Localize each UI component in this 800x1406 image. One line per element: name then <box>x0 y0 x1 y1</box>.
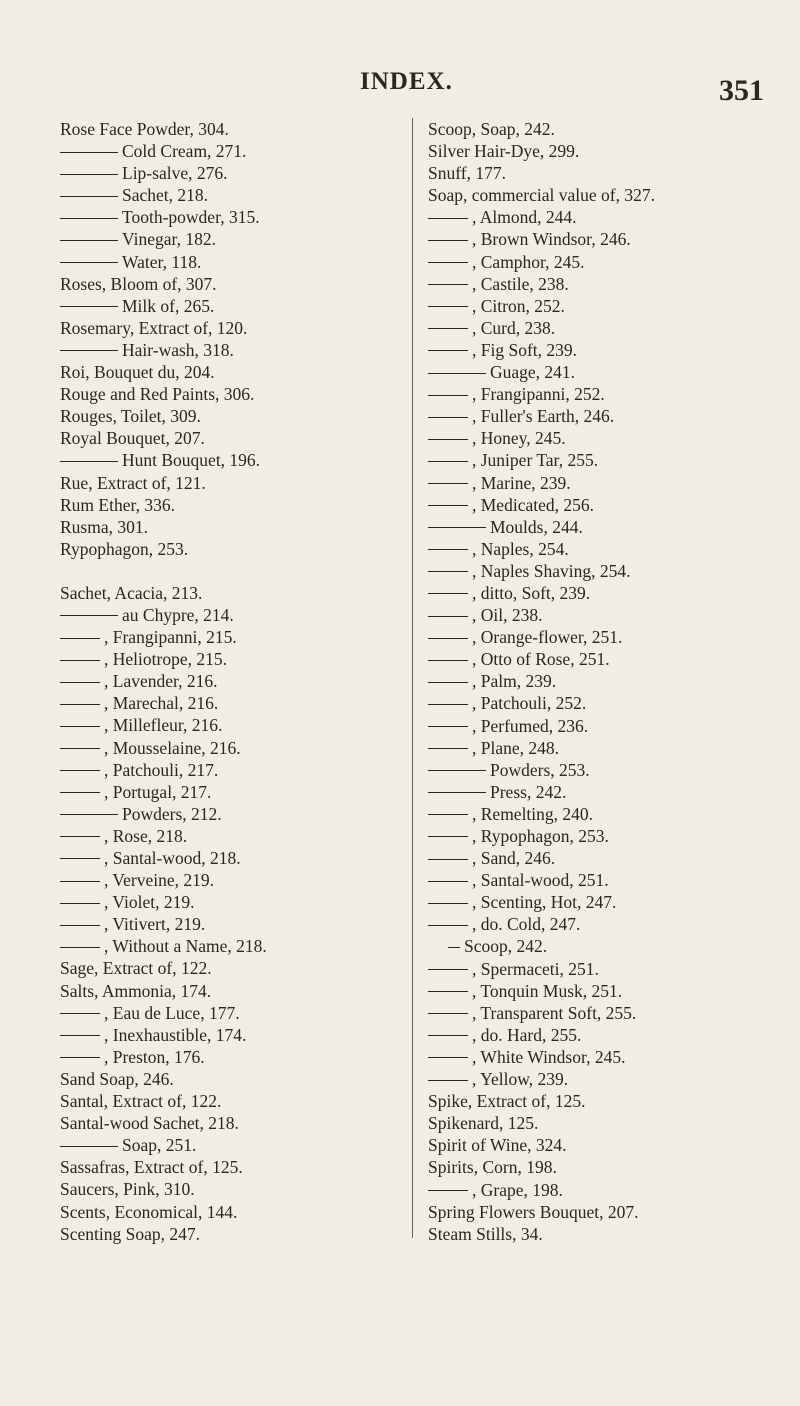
ditto-dash <box>60 262 118 263</box>
index-entry <box>428 118 778 140</box>
index-entry <box>428 184 778 206</box>
index-entry-text: , Rypophagon, 253. <box>472 826 609 846</box>
index-entry-text: Vinegar, 182. <box>122 229 216 250</box>
index-entry <box>428 1002 778 1024</box>
index-entry <box>60 825 400 847</box>
index-entry-text: , Remelting, 240. <box>472 803 594 824</box>
index-entry <box>428 759 778 781</box>
index-entry-text: Rouges, Toilet, 309. <box>60 406 201 427</box>
ditto-dash <box>428 328 468 329</box>
ditto-dash <box>60 1013 100 1014</box>
ditto-dash <box>60 947 100 948</box>
index-entry-text: Sand Soap, 246. <box>60 1068 174 1089</box>
index-entry <box>60 427 400 449</box>
index-entry <box>60 692 400 714</box>
ditto-dash <box>428 814 468 815</box>
index-entry <box>60 1068 400 1090</box>
index-entry <box>428 1156 778 1178</box>
index-entry-text: Milk of, 265. <box>122 295 215 316</box>
section-gap <box>60 560 400 582</box>
column-divider <box>412 118 413 1238</box>
index-entry <box>428 1046 778 1068</box>
index-entry-text: Press, 242. <box>490 781 567 802</box>
page-number: 351 <box>719 74 764 107</box>
index-entry-text: , Transparent Soft, 255. <box>472 1002 637 1023</box>
index-entry <box>428 251 778 273</box>
ditto-dash <box>428 549 468 550</box>
index-entry-text: Rypophagon, 253. <box>60 538 189 559</box>
index-entry <box>428 692 778 714</box>
index-entry-text: Rouge and Red Paints, 306. <box>60 384 255 405</box>
index-entry-text: , Eau de Luce, 177. <box>104 1002 240 1023</box>
index-entry-text: , Curd, 238. <box>472 317 556 338</box>
ditto-dash <box>428 350 468 351</box>
ditto-dash <box>428 969 468 970</box>
ditto-dash <box>428 417 468 418</box>
index-entry <box>60 935 400 957</box>
index-entry-text: , Marechal, 216. <box>104 693 219 714</box>
index-entry <box>428 516 778 538</box>
index-entry <box>60 913 400 935</box>
index-entry <box>60 162 400 184</box>
ditto-dash <box>428 1080 468 1081</box>
index-entry <box>428 405 778 427</box>
index-entry-text: , Marine, 239. <box>472 472 571 493</box>
index-entry <box>60 118 400 140</box>
ditto-dash <box>428 1013 468 1014</box>
index-entry-text: , Honey, 245. <box>472 428 566 449</box>
ditto-dash <box>60 615 118 616</box>
index-entry-text: Cold Cream, 271. <box>122 141 247 162</box>
index-entry <box>428 317 778 339</box>
index-entry-text: , Without a Name, 218. <box>104 936 267 957</box>
index-entry <box>428 494 778 516</box>
index-entry <box>60 383 400 405</box>
index-entry-text: , Vitivert, 219. <box>104 914 206 935</box>
index-entry <box>60 295 400 317</box>
index-column-left <box>60 118 400 1245</box>
index-entry <box>60 1024 400 1046</box>
index-entry <box>428 626 778 648</box>
index-entry-text: Salts, Ammonia, 174. <box>60 980 212 1001</box>
ditto-dash <box>428 306 468 307</box>
index-entry-text: , Scenting, Hot, 247. <box>472 892 617 913</box>
index-entry <box>60 1156 400 1178</box>
index-entry-text: , Mousselaine, 216. <box>104 737 241 758</box>
index-entry <box>428 935 778 957</box>
index-entry <box>428 869 778 891</box>
index-entry-text: Scents, Economical, 144. <box>60 1201 238 1222</box>
index-entry-text: , Violet, 219. <box>104 892 195 913</box>
index-entry-text: Powders, 253. <box>490 759 590 780</box>
ditto-dash <box>60 881 100 882</box>
index-entry <box>428 427 778 449</box>
index-entry-text: Rusma, 301. <box>60 516 148 537</box>
index-entry-text: , Lavender, 216. <box>104 671 218 692</box>
index-entry-text: Silver Hair-Dye, 299. <box>428 141 580 162</box>
index-entry <box>60 582 400 604</box>
ditto-dash <box>428 505 468 506</box>
index-entry-text: Rose Face Powder, 304. <box>60 119 229 139</box>
ditto-dash <box>428 395 468 396</box>
index-entry-text: , Spermaceti, 251. <box>472 958 599 979</box>
index-entry-text: Spring Flowers Bouquet, 207. <box>428 1201 639 1222</box>
index-entry-text: Sachet, 218. <box>122 185 209 206</box>
index-entry-text: , Santal-wood, 251. <box>472 870 609 891</box>
index-entry-text: , Medicated, 256. <box>472 494 594 515</box>
ditto-dash <box>428 770 486 771</box>
ditto-dash <box>60 726 100 727</box>
index-entry <box>428 891 778 913</box>
index-entry <box>428 228 778 250</box>
index-entry-text: , Brown Windsor, 246. <box>472 229 631 250</box>
ditto-dash <box>428 571 468 572</box>
index-entry <box>60 781 400 803</box>
index-entry <box>428 582 778 604</box>
index-entry <box>428 1112 778 1134</box>
index-entry <box>60 538 400 560</box>
index-entry-text: , do. Hard, 255. <box>472 1024 582 1045</box>
index-entry <box>60 184 400 206</box>
index-entry-text: , Frangipanni, 215. <box>104 627 237 648</box>
ditto-dash <box>60 1146 118 1147</box>
index-entry <box>60 714 400 736</box>
index-entry-text: , Rose, 218. <box>104 825 188 846</box>
ditto-dash <box>428 660 468 661</box>
index-entry <box>60 626 400 648</box>
index-entry-text: Roses, Bloom of, 307. <box>60 273 217 294</box>
index-entry <box>60 957 400 979</box>
ditto-dash <box>60 925 100 926</box>
index-entry-text: Rosemary, Extract of, 120. <box>60 317 248 338</box>
index-entry-text: , Camphor, 245. <box>472 251 585 272</box>
index-entry-text: , Frangipanni, 252. <box>472 384 605 405</box>
index-entry-text: Scoop, 242. <box>464 936 548 957</box>
index-entry-text: , Castile, 238. <box>472 273 569 294</box>
index-entry-text: , Preston, 176. <box>104 1046 205 1067</box>
index-entry-text: , White Windsor, 245. <box>472 1046 626 1067</box>
index-entry <box>428 1090 778 1112</box>
index-entry-text: , ditto, Soft, 239. <box>472 582 591 603</box>
ditto-dash <box>60 858 100 859</box>
ditto-dash <box>60 306 118 307</box>
index-entry-text: , Fig Soft, 239. <box>472 339 578 360</box>
index-entry <box>60 1046 400 1068</box>
index-entry <box>428 648 778 670</box>
ditto-dash <box>428 836 468 837</box>
index-entry-text: , Juniper Tar, 255. <box>472 450 599 471</box>
index-entry <box>60 847 400 869</box>
index-entry <box>60 1178 400 1200</box>
index-entry-text: Spirits, Corn, 198. <box>428 1157 557 1178</box>
index-entry-text: Steam Stills, 34. <box>428 1223 543 1244</box>
ditto-dash <box>428 704 468 705</box>
index-entry-text: Hunt Bouquet, 196. <box>122 450 261 471</box>
index-entry-text: Roi, Bouquet du, 204. <box>60 362 215 383</box>
index-entry-text: Hair-wash, 318. <box>122 339 234 360</box>
index-entry-text: au Chypre, 214. <box>122 604 234 625</box>
index-entry-text: Rue, Extract of, 121. <box>60 472 206 493</box>
index-entry-text: Soap, commercial value of, 327. <box>428 185 655 206</box>
ditto-dash <box>428 881 468 882</box>
index-entry-text: Sage, Extract of, 122. <box>60 958 212 979</box>
ditto-dash <box>428 461 468 462</box>
index-entry <box>60 405 400 427</box>
ditto-dash <box>60 770 100 771</box>
ditto-dash <box>60 196 118 197</box>
index-entry-text: Santal, Extract of, 122. <box>60 1091 222 1112</box>
ditto-dash <box>448 947 460 948</box>
index-entry-text: Snuff, 177. <box>428 163 506 184</box>
index-entry <box>428 913 778 935</box>
index-entry-text: Water, 118. <box>122 251 202 272</box>
index-entry <box>60 670 400 692</box>
index-entry-text: Sassafras, Extract of, 125. <box>60 1157 243 1178</box>
index-entry <box>60 648 400 670</box>
index-entry <box>428 140 778 162</box>
index-entry <box>428 560 778 582</box>
index-entry-text: Scoop, Soap, 242. <box>428 119 555 139</box>
index-entry-text: , Orange-flower, 251. <box>472 627 623 648</box>
index-entry <box>60 251 400 273</box>
ditto-dash <box>428 284 468 285</box>
ditto-dash <box>60 704 100 705</box>
index-entry <box>428 958 778 980</box>
index-entry-text: Lip-salve, 276. <box>122 163 228 184</box>
index-entry <box>60 317 400 339</box>
index-entry-text: Tooth-powder, 315. <box>122 207 260 228</box>
index-entry-text: , Patchouli, 217. <box>104 759 219 780</box>
index-entry-text: Moulds, 244. <box>490 516 583 537</box>
index-entry <box>428 273 778 295</box>
index-entry <box>428 1134 778 1156</box>
index-entry <box>428 715 778 737</box>
index-entry-text: , Palm, 239. <box>472 671 557 692</box>
ditto-dash <box>60 350 118 351</box>
ditto-dash <box>60 152 118 153</box>
index-entry-text: , Oil, 238. <box>472 605 543 626</box>
index-entry <box>428 825 778 847</box>
index-entry <box>60 449 400 471</box>
index-entry-text: , Tonquin Musk, 251. <box>472 980 623 1001</box>
ditto-dash <box>60 682 100 683</box>
index-entry <box>60 494 400 516</box>
index-entry <box>428 980 778 1002</box>
ditto-dash <box>428 1190 468 1191</box>
index-entry <box>428 383 778 405</box>
index-entry-text: , Otto of Rose, 251. <box>472 649 610 670</box>
index-entry <box>60 1002 400 1024</box>
index-entry-text: Powders, 212. <box>122 803 222 824</box>
index-entry <box>428 1024 778 1046</box>
ditto-dash <box>60 461 118 462</box>
index-entry <box>60 1134 400 1156</box>
ditto-dash <box>428 240 468 241</box>
index-entry-text: Spike, Extract of, 125. <box>428 1091 586 1112</box>
index-entry <box>428 449 778 471</box>
index-entry-text: , Verveine, 219. <box>104 870 214 891</box>
index-entry <box>60 339 400 361</box>
ditto-dash <box>60 748 100 749</box>
index-entry-text: Spikenard, 125. <box>428 1113 539 1134</box>
ditto-dash <box>60 660 100 661</box>
index-entry <box>60 206 400 228</box>
ditto-dash <box>428 903 468 904</box>
index-entry-text: Royal Bouquet, 207. <box>60 428 205 449</box>
index-entry-text: , Almond, 244. <box>472 207 577 228</box>
index-entry-text: Soap, 251. <box>122 1135 197 1156</box>
ditto-dash <box>428 991 468 992</box>
index-entry <box>428 1223 778 1245</box>
ditto-dash <box>428 748 468 749</box>
index-entry <box>428 803 778 825</box>
index-entry <box>428 604 778 626</box>
index-entry-text: Santal-wood Sachet, 218. <box>60 1113 239 1134</box>
ditto-dash <box>428 726 468 727</box>
ditto-dash <box>428 616 468 617</box>
index-entry <box>60 737 400 759</box>
ditto-dash <box>428 483 468 484</box>
index-entry-text: Guage, 241. <box>490 362 576 383</box>
index-entry-text: , Inexhaustible, 174. <box>104 1024 247 1045</box>
running-title: INDEX. <box>360 68 453 95</box>
ditto-dash <box>60 903 100 904</box>
index-entry <box>428 781 778 803</box>
index-entry <box>428 295 778 317</box>
ditto-dash <box>428 792 486 793</box>
ditto-dash <box>428 1057 468 1058</box>
index-entry <box>428 538 778 560</box>
ditto-dash <box>428 638 468 639</box>
index-entry-text: , Plane, 248. <box>472 737 560 758</box>
index-entry-text: Spirit of Wine, 324. <box>428 1135 567 1156</box>
index-entry-text: , Perfumed, 236. <box>472 715 589 736</box>
ditto-dash <box>428 925 468 926</box>
index-entry <box>428 1068 778 1090</box>
index-entry-text: , Yellow, 239. <box>472 1069 569 1090</box>
index-entry-text: , Patchouli, 252. <box>472 693 587 714</box>
index-entry-text: Rum Ether, 336. <box>60 494 175 515</box>
ditto-dash <box>60 240 118 241</box>
ditto-dash <box>428 682 468 683</box>
index-entry-text: , Naples Shaving, 254. <box>472 560 631 581</box>
index-entry <box>60 1090 400 1112</box>
ditto-dash <box>60 814 118 815</box>
index-entry <box>60 759 400 781</box>
ditto-dash <box>60 638 100 639</box>
ditto-dash <box>60 1057 100 1058</box>
index-entry-text: , Fuller's Earth, 246. <box>472 406 615 427</box>
ditto-dash <box>428 859 468 860</box>
ditto-dash <box>60 792 100 793</box>
index-entry <box>60 228 400 250</box>
index-entry-text: , Grape, 198. <box>472 1179 563 1200</box>
index-entry-text: , Heliotrope, 215. <box>104 649 227 670</box>
ditto-dash <box>428 593 468 594</box>
index-entry <box>60 1112 400 1134</box>
ditto-dash <box>428 373 486 374</box>
index-entry-text: Sachet, Acacia, 213. <box>60 582 203 603</box>
index-entry <box>428 737 778 759</box>
ditto-dash <box>428 439 468 440</box>
index-entry-text: , Millefleur, 216. <box>104 715 223 736</box>
index-entry <box>428 670 778 692</box>
ditto-dash <box>60 174 118 175</box>
index-entry-text: , Portugal, 217. <box>104 781 212 802</box>
index-entry-text: , do. Cold, 247. <box>472 914 581 935</box>
index-entry <box>428 847 778 869</box>
ditto-dash <box>428 218 468 219</box>
index-entry <box>60 273 400 295</box>
index-entry <box>428 162 778 184</box>
index-column-right <box>428 118 778 1245</box>
index-entry-text: , Citron, 252. <box>472 295 565 316</box>
index-entry <box>60 1201 400 1223</box>
index-entry <box>60 472 400 494</box>
ditto-dash <box>428 1035 468 1036</box>
ditto-dash <box>428 262 468 263</box>
index-entry <box>428 472 778 494</box>
index-entry <box>428 1179 778 1201</box>
index-entry-text: , Santal-wood, 218. <box>104 848 241 868</box>
index-entry-text: Scenting Soap, 247. <box>60 1223 200 1244</box>
ditto-dash <box>60 836 100 837</box>
index-entry-text: , Sand, 246. <box>472 848 556 869</box>
index-entry <box>60 140 400 162</box>
page-header <box>0 68 800 108</box>
index-entry <box>428 361 778 383</box>
index-entry <box>60 869 400 891</box>
index-entry <box>60 891 400 913</box>
index-entry <box>428 206 778 228</box>
index-entry <box>60 361 400 383</box>
index-entry-text: , Naples, 254. <box>472 538 569 559</box>
index-entry <box>428 339 778 361</box>
ditto-dash <box>60 218 118 219</box>
index-entry <box>60 803 400 825</box>
index-entry <box>428 1201 778 1223</box>
ditto-dash <box>428 527 486 528</box>
index-entry <box>60 980 400 1002</box>
index-entry <box>60 516 400 538</box>
ditto-dash <box>60 1035 100 1036</box>
index-entry <box>60 604 400 626</box>
index-entry <box>60 1223 400 1245</box>
index-entry-text: Saucers, Pink, 310. <box>60 1179 195 1200</box>
